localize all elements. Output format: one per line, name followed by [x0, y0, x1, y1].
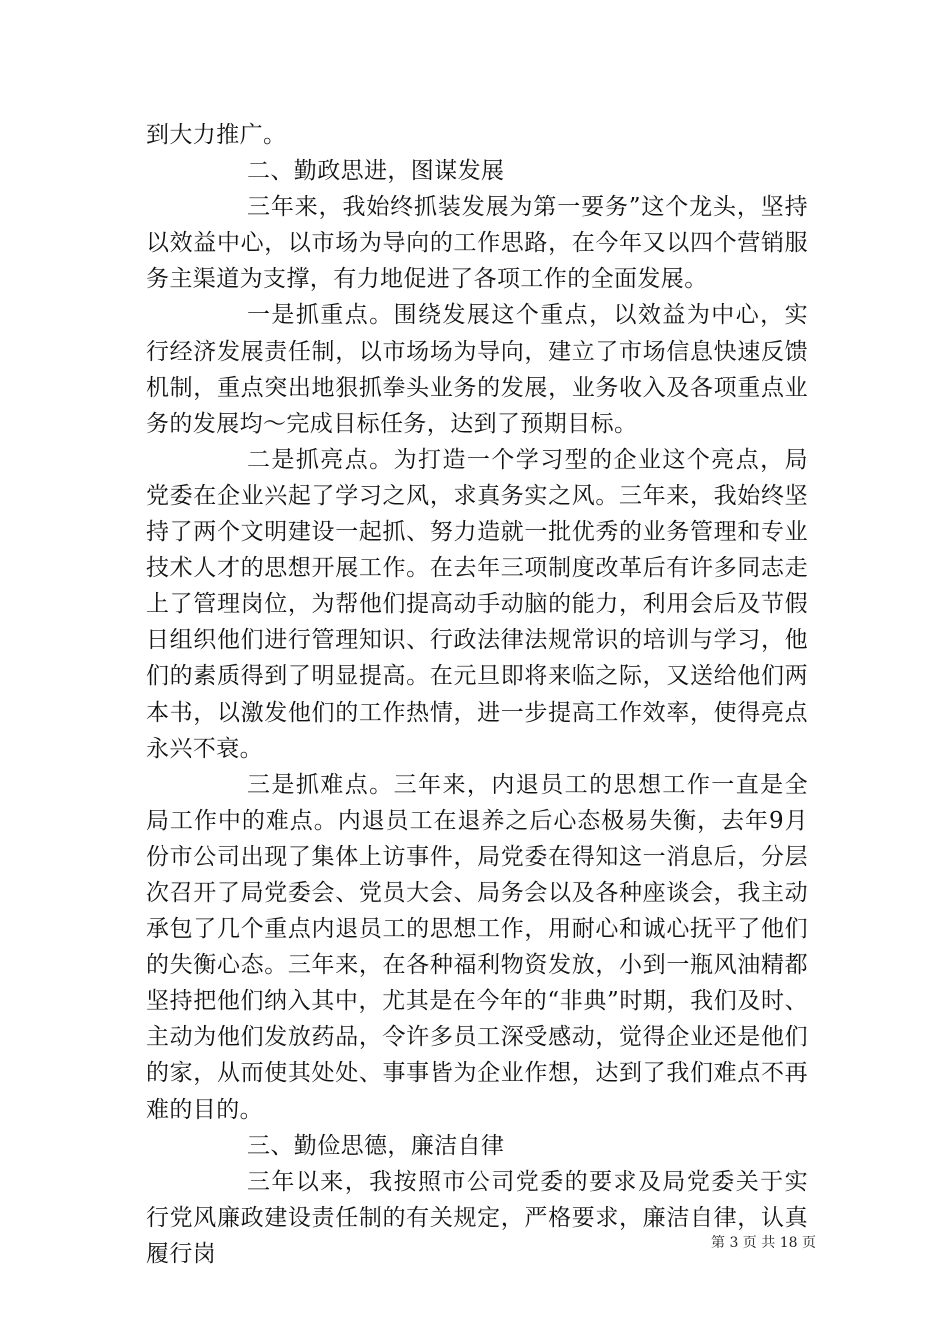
paragraph-intro-development: 三年来，我始终抓装发展为第一要务”这个龙头，坚持以效益中心，以市场为导向的工作思路，在今年又以四个营销服务主渠道为支撑，有力地促进了各项工作的全面发展。: [146, 194, 808, 293]
document-body: [146, 117, 808, 1272]
paragraph-highlights: 二是抓亮点。为打造一个学习型的企业这个亮点，局党委在企业兴起了学习之风，求真务实之风。三年来，我始终坚持了两个文明建设一起抓、努力造就一批优秀的业务管理和专业技术人才的思想开展工作。在去年三项制度改革后有许多同志走上了管理岗位，为帮他们提高动手动脑的能力，利用会后及节假日组织他们进行管理知识、行政法律法规常识的培训与学习，他们的素质得到了明显提高。在元旦即将来临之际，又送给他们两本书，以激发他们的工作热情，进一步提高工作效率，使得亮点永兴不衰。: [146, 446, 808, 762]
paragraph-continuation: 到大力推广。: [146, 122, 287, 148]
paragraph-integrity: 三年以来，我按照市公司党委的要求及局党委关于实行党风廉政建设责任制的有关规定，严格要求，廉洁自律，认真履行岗: [146, 1168, 808, 1267]
paragraph-difficulties: 三是抓难点。三年来，内退员工的思想工作一直是全局工作中的难点。内退员工在退养之后心态极易失衡，去年9月份市公司出现了集体上访事件，局党委在得知这一消息后，分层次召开了局党委会、党员大会、局务会以及各种座谈会，我主动承包了几个重点内退员工的思想工作，用耐心和诚心抚平了他们的失衡心态。三年来，在各种福利物资发放，小到一瓶风油精都坚持把他们纳入其中，尤其是在今年的“非典”时期，我们及时、主动为他们发放药品，令许多员工深受感动，觉得企业还是他们的家，从而使其处处、事事皆为企业作想，达到了我们难点不再难的目的。: [146, 771, 808, 1123]
paragraph-key-points: 一是抓重点。围绕发展这个重点，以效益为中心，实行经济发展责任制，以市场场为导向，建立了市场信息快速反馈机制，重点突出地狠抓拳头业务的发展，业务收入及各项重点业务的发展均～完成目标任务，达到了预期目标。: [146, 302, 808, 437]
page-number-footer: 第 3 页 共 18 页: [711, 1235, 816, 1251]
section-heading-3: 三、勤俭思德，廉洁自律: [247, 1132, 505, 1159]
section-heading-2: 二、勤政思进，图谋发展: [247, 158, 505, 185]
